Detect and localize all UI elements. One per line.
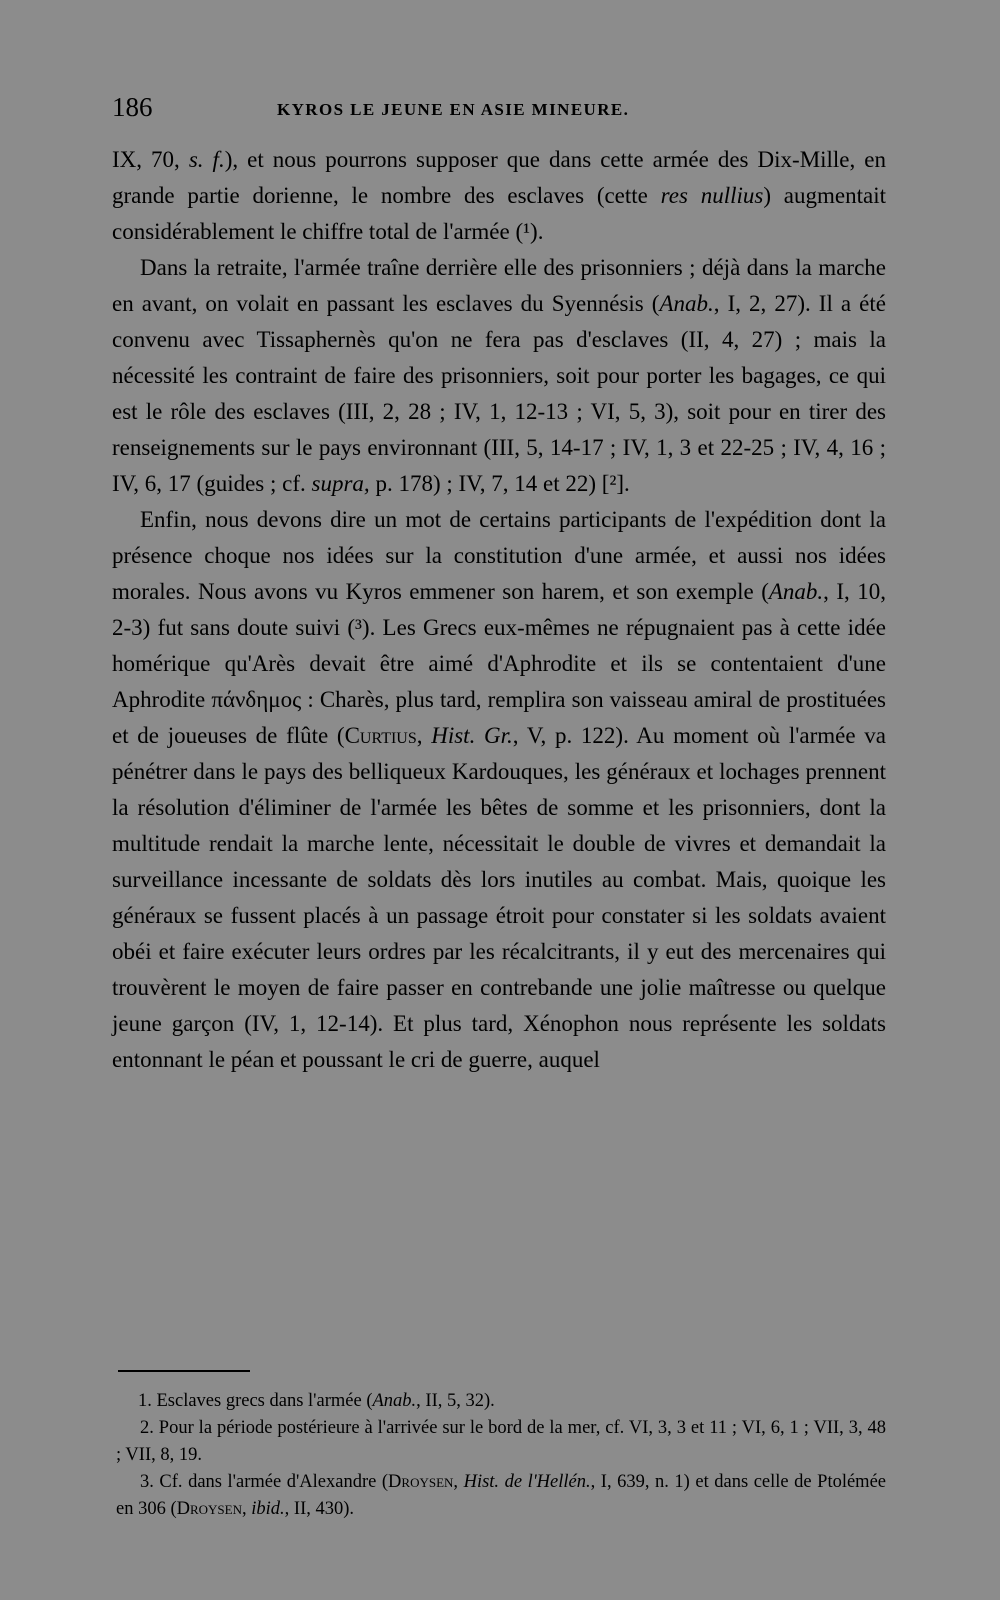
italic-text: ibid.	[251, 1499, 285, 1519]
paragraph-3	[112, 502, 886, 1078]
italic-text: Anab.	[768, 579, 824, 604]
text-span: , I, 639, n. 1) et dans celle de Ptolémée en 306 (	[116, 1472, 886, 1519]
body-text	[112, 142, 886, 1078]
author-name: Droysen	[176, 1499, 242, 1519]
page-header	[112, 92, 884, 128]
running-head: KYROS LE JEUNE EN ASIE MINEURE.	[277, 100, 630, 119]
text-span: , II, 5, 32).	[416, 1391, 495, 1411]
footnote-1	[116, 1388, 886, 1415]
footnotes	[116, 1388, 886, 1523]
text-span: ,	[242, 1499, 252, 1519]
text-span: ) augmentait considérablement le chiffre total de l'armée (¹).	[112, 183, 886, 244]
text-span: ), et nous pourrons supposer que dans cette armée des Dix-Mille, en grande partie dorienne, le nombre des esclaves (cette	[112, 147, 886, 208]
italic-text: s. f.	[188, 147, 225, 172]
text-span: Enfin, nous devons dire un mot de certains participants de l'expédition dont la présence choque nos idées sur la constitution d'une armée, et aussi nos idées morales. Nous avons vu Kyros emmener son harem, et son exemple (	[112, 507, 886, 604]
text-span: , I, 2, 27). Il a été convenu avec Tissaphernès qu'on ne fera pas d'esclaves (II, 4, 27) ; mais la nécessité les contraint de faire des prisonniers, soit pour porter les bagages, ce qui est le rôle des esclaves (III, 2, 28 ; IV, 1, 12-13 ; VI, 5, 3), soit pour en tirer des renseignements sur le pays environnant (III, 5, 14-17 ; IV, 1, 3 et 22-25 ; IV, 4, 16 ; IV, 6, 17 (guides ; cf.	[112, 291, 886, 496]
author-name: Droysen	[388, 1472, 454, 1492]
italic-text: Anab.	[659, 291, 714, 316]
text-span: , II, 430).	[284, 1499, 355, 1519]
paragraph-2	[112, 250, 886, 502]
text-span: p. 178) ; IV, 7, 14 et 22) [²].	[369, 471, 630, 496]
page-number: 186	[112, 92, 153, 122]
italic-text: Hist. Gr.	[431, 723, 513, 748]
text-span: , V, p. 122). Au moment où l'armée va pénétrer dans le pays des belliqueux Kardouques, les généraux et lochages prennent la résolution d'éliminer de l'armée les bêtes de somme et les prisonniers, dont la multitude rendait la marche lente, nécessitait le double de vivres et demandait la surveillance incessante de soldats dès lors inutiles au combat. Mais, quoique les généraux se fussent placés à un passage étroit pour constater si les soldats avaient obéi et faire exécuter leurs ordres par les récalcitrants, il y eut des mercenaires qui trouvèrent le moyen de faire passer en contrebande une jolie maîtresse ou quelque jeune garçon (IV, 1, 12-14). Et plus tard, Xénophon nous représente les soldats entonnant le péan et poussant le cri de guerre, auquel	[112, 723, 887, 1072]
italic-text: Hist. de l'Hellén.	[463, 1472, 591, 1492]
text-span: Dans la retraite, l'armée traîne derrière elle des prisonniers ; déjà dans la marche en avant, on volait en passant les esclaves du Syennésis (	[112, 255, 886, 316]
footnote-3	[116, 1469, 886, 1523]
italic-text: supra,	[311, 471, 370, 496]
text-span: ,	[416, 723, 432, 748]
author-name: Curtius	[344, 723, 417, 748]
italic-text: Anab.	[372, 1391, 417, 1411]
footnote-2	[116, 1415, 886, 1469]
text-span: 3. Cf. dans l'armée d'Alexandre (	[140, 1472, 389, 1492]
text-span: 1. Esclaves grecs dans l'armée (	[138, 1391, 373, 1411]
text-span: ,	[453, 1472, 464, 1492]
text-span: , I, 10, 2-3) fut sans doute suivi (³). Les Grecs eux-mêmes ne répugnaient pas à cette idée homérique qu'Arès devait être aimé d'Aphrodite et ils se contentaient d'une Aphrodite πάνδημος : Charès, plus tard, remplira son vaisseau amiral de prostituées et de joueuses de flûte (	[112, 579, 886, 748]
text-span: 2. Pour la période postérieure à l'arrivée sur le bord de la mer, cf. VI, 3, 3 et 11 ; VI, 6, 1 ; VII, 3, 48 ; VII, 8, 19.	[116, 1418, 886, 1465]
italic-text: res nullius	[660, 183, 764, 208]
footnote-divider	[118, 1370, 250, 1372]
text-span: IX, 70,	[112, 147, 189, 172]
paragraph-1	[112, 142, 886, 250]
